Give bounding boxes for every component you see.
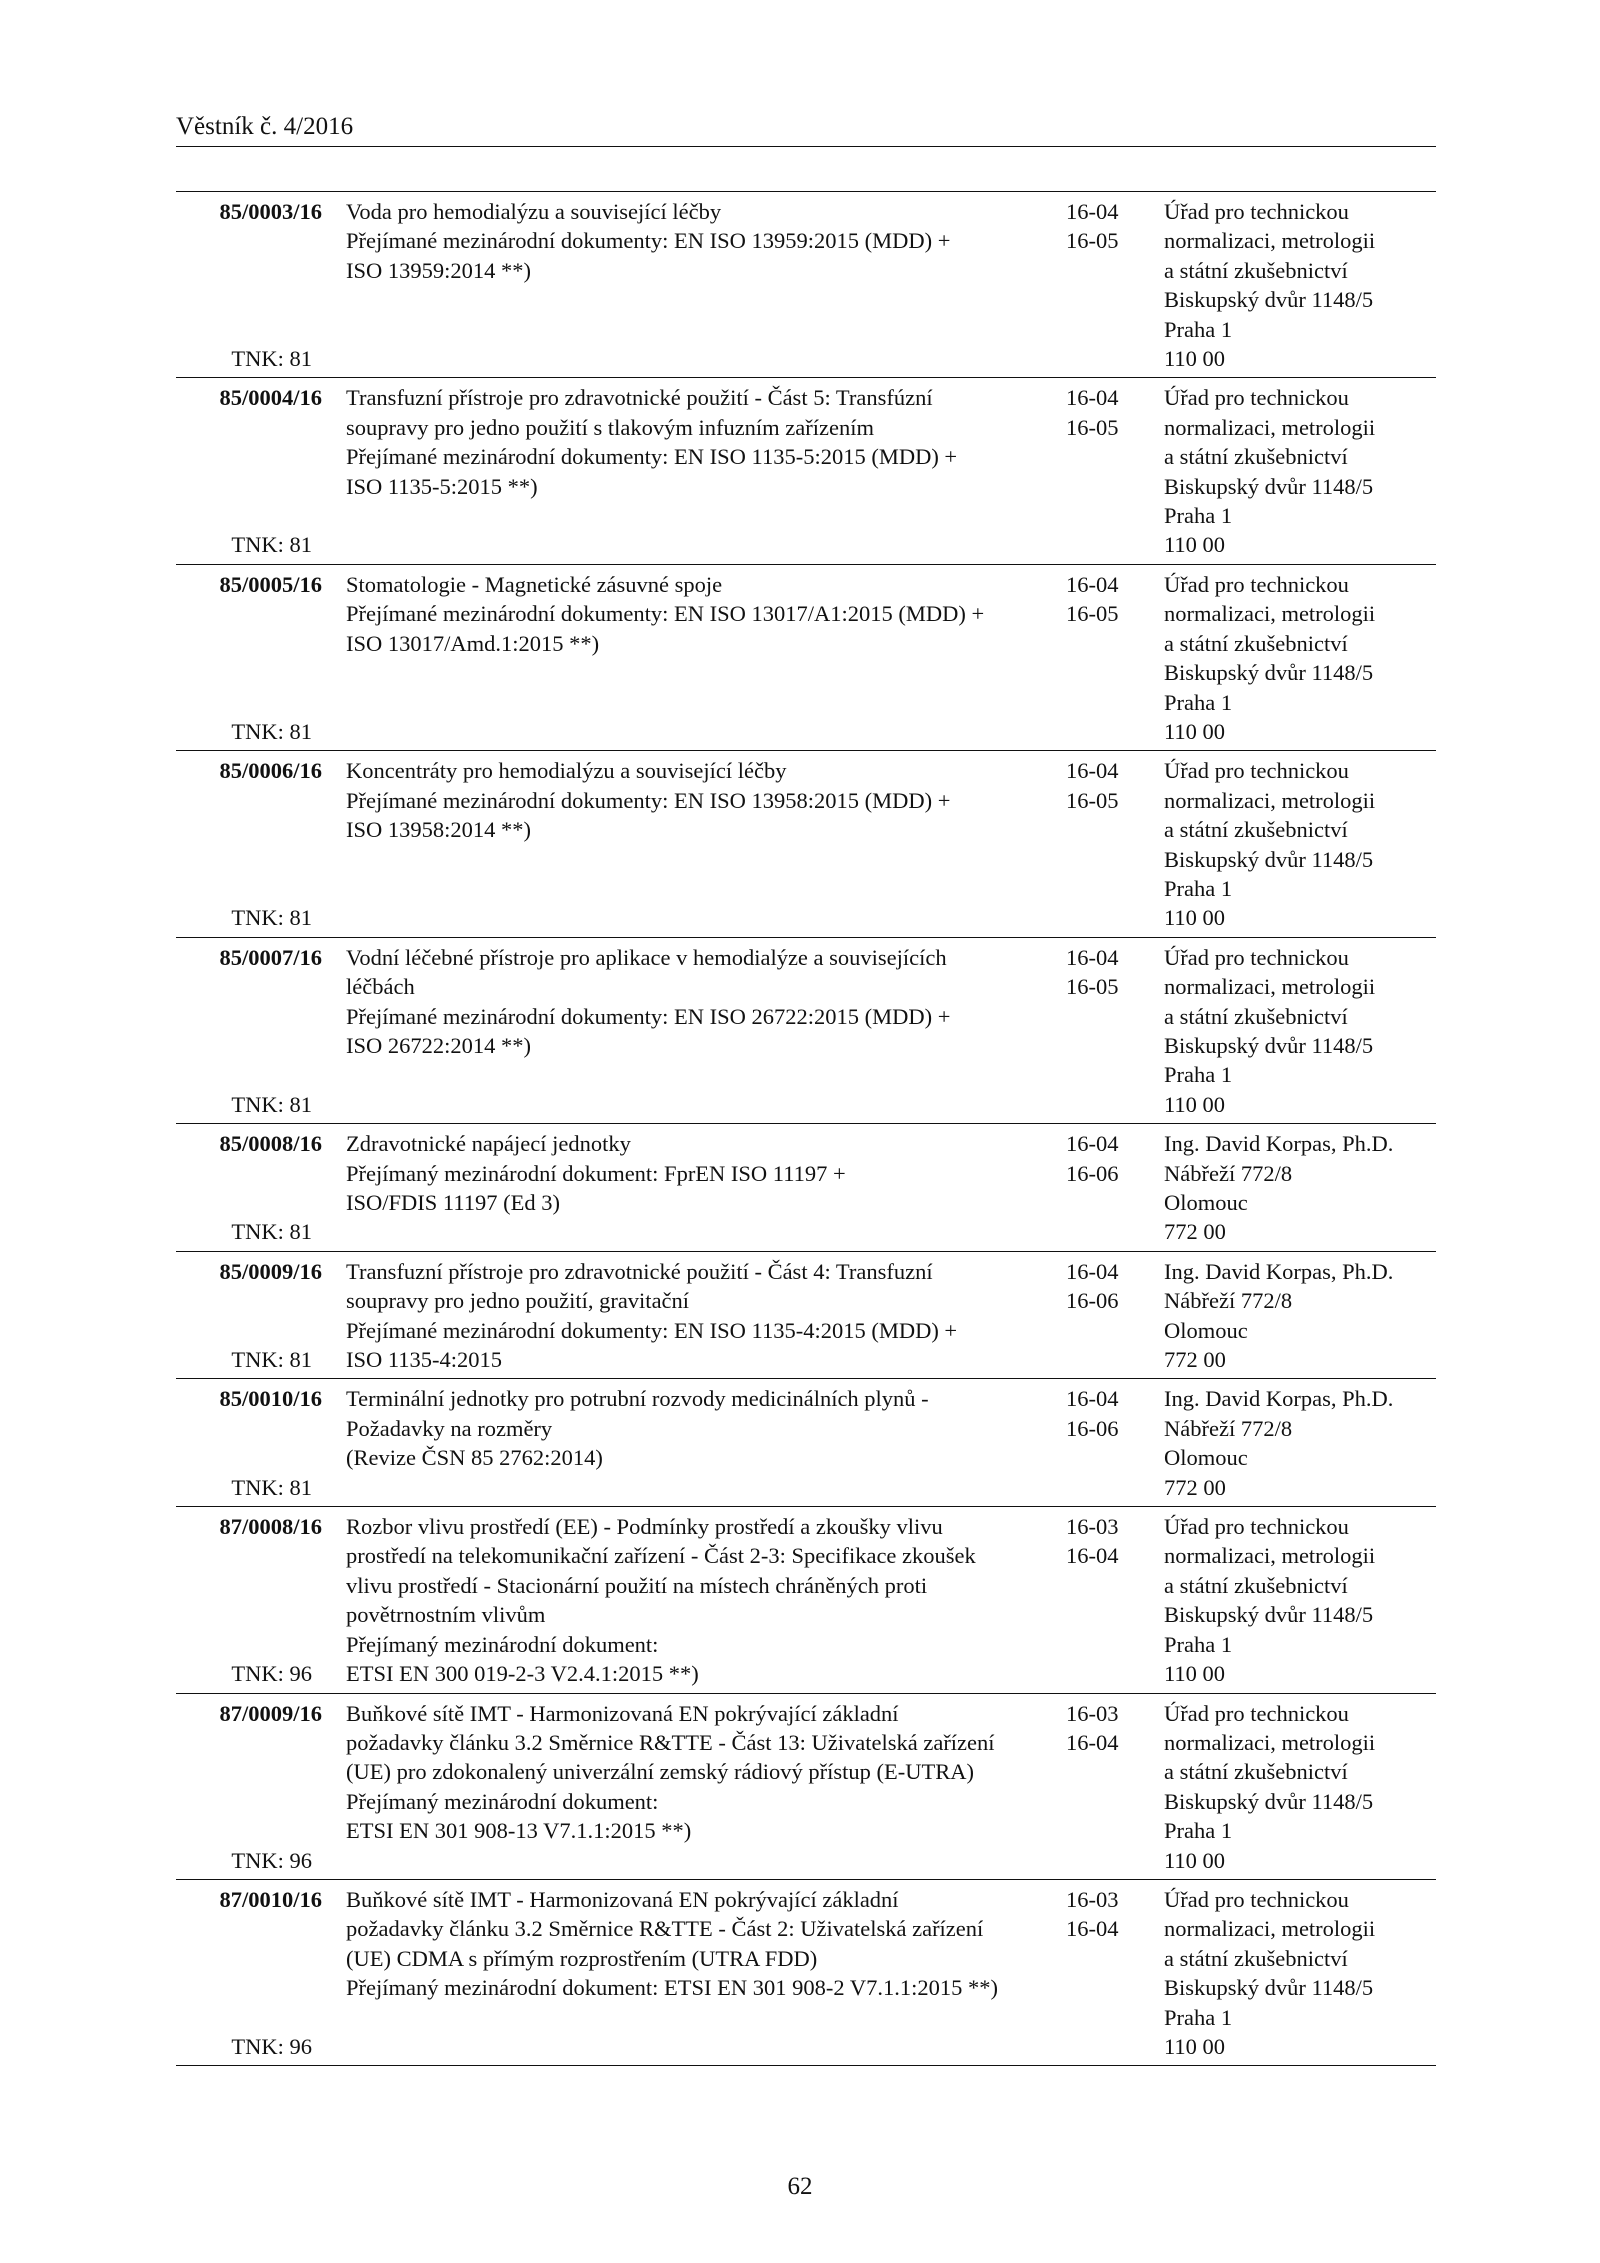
title-line: Rozbor vlivu prostředí (EE) - Podmínky prostředí a zkoušky vlivu — [346, 1514, 943, 1540]
address-line: Ing. David Korpas, Ph.D. — [1164, 1131, 1394, 1157]
address-line: Olomouc — [1164, 1445, 1248, 1471]
entry-title-cell — [334, 1699, 1066, 1875]
tnk-label: TNK: 96 — [231, 1661, 312, 1687]
address-line: 110 00 — [1164, 532, 1226, 558]
entry-title-cell — [334, 1384, 1066, 1502]
entry-dates-cell — [1066, 1512, 1154, 1688]
address-line: normalizaci, metrologii — [1164, 974, 1376, 1000]
entry-id-cell — [176, 756, 334, 932]
title-line: léčbách — [346, 974, 415, 1000]
title-line: Vodní léčebné přístroje pro aplikace v hemodialýze a souvisejících — [346, 944, 947, 970]
entry-address-cell — [1154, 756, 1436, 932]
tnk-label: TNK: 81 — [231, 532, 312, 558]
entry-number: 87/0010/16 — [219, 1886, 322, 1912]
entry-dates-cell — [1066, 756, 1154, 932]
entry-row — [176, 565, 1436, 751]
title-line: ISO 13959:2014 **) — [346, 257, 531, 283]
address-line: a státní zkušebnictví — [1164, 1759, 1348, 1785]
address-line: Praha 1 — [1164, 1062, 1233, 1088]
address-line: a státní zkušebnictví — [1164, 817, 1348, 843]
date-code: 16-06 — [1066, 1160, 1119, 1186]
title-line: (UE) CDMA s přímým rozprostřením (UTRA FDD) — [346, 1945, 818, 1971]
entry-number: 87/0008/16 — [219, 1514, 322, 1540]
address-line: Praha 1 — [1164, 316, 1233, 342]
title-line: Terminální jednotky pro potrubní rozvody medicinálních plynů - — [346, 1386, 929, 1412]
entry-title-cell — [334, 943, 1066, 1119]
address-line: Úřad pro technickou — [1164, 1886, 1349, 1912]
address-line: Nábřeží 772/8 — [1164, 1415, 1293, 1441]
title-line: ISO 1135-4:2015 — [346, 1347, 503, 1373]
entry-title-cell — [334, 1129, 1066, 1247]
entry-row — [176, 1880, 1436, 2066]
date-code: 16-06 — [1066, 1415, 1119, 1441]
entry-dates-cell — [1066, 1699, 1154, 1875]
title-line: Přejímané mezinárodní dokumenty: EN ISO 13959:2015 (MDD) + — [346, 228, 951, 254]
tnk-label: TNK: 81 — [231, 1347, 312, 1373]
entry-row — [176, 1694, 1436, 1880]
title-line: (Revize ČSN 85 2762:2014) — [346, 1445, 603, 1471]
entry-id-cell — [176, 1257, 334, 1375]
entry-title-cell — [334, 197, 1066, 373]
entry-dates-cell — [1066, 197, 1154, 373]
address-line: 772 00 — [1164, 1474, 1226, 1500]
entry-address-cell — [1154, 1129, 1436, 1247]
entry-row — [176, 1124, 1436, 1252]
entry-number: 85/0009/16 — [219, 1258, 322, 1284]
tnk-label: TNK: 81 — [231, 1091, 312, 1117]
entry-title-cell — [334, 383, 1066, 559]
entry-address-cell — [1154, 1384, 1436, 1502]
date-code: 16-04 — [1066, 571, 1119, 597]
entry-row — [176, 751, 1436, 937]
entry-id-cell — [176, 197, 334, 373]
address-line: Úřad pro technickou — [1164, 385, 1349, 411]
address-line: 772 00 — [1164, 1347, 1226, 1373]
address-line: Biskupský dvůr 1148/5 — [1164, 660, 1374, 686]
address-line: Biskupský dvůr 1148/5 — [1164, 287, 1374, 313]
address-line: Biskupský dvůr 1148/5 — [1164, 1602, 1374, 1628]
entry-row — [176, 1507, 1436, 1693]
entry-row — [176, 378, 1436, 564]
title-line: ISO/FDIS 11197 (Ed 3) — [346, 1190, 560, 1215]
title-line: Přejímané mezinárodní dokumenty: EN ISO 26722:2015 (MDD) + — [346, 1003, 951, 1029]
date-code: 16-05 — [1066, 601, 1119, 627]
address-line: Praha 1 — [1164, 689, 1233, 715]
tnk-label: TNK: 81 — [231, 718, 312, 744]
address-line: normalizaci, metrologii — [1164, 228, 1376, 254]
title-line: Požadavky na rozměry — [346, 1415, 553, 1441]
date-code: 16-04 — [1066, 199, 1119, 224]
entry-row — [176, 1379, 1436, 1507]
entry-dates-cell — [1066, 1129, 1154, 1247]
tnk-label: TNK: 81 — [231, 1219, 312, 1245]
entry-title-cell — [334, 756, 1066, 932]
tnk-label: TNK: 96 — [231, 1847, 312, 1873]
date-code: 16-03 — [1066, 1700, 1119, 1726]
entry-id-cell — [176, 1384, 334, 1502]
address-line: 110 00 — [1164, 1661, 1226, 1687]
date-code: 16-05 — [1066, 414, 1119, 440]
running-header: Věstník č. 4/2016 — [176, 113, 354, 140]
address-line: Praha 1 — [1164, 1631, 1233, 1657]
address-line: a státní zkušebnictví — [1164, 1003, 1348, 1029]
title-line: Přejímaný mezinárodní dokument: — [346, 1631, 659, 1657]
address-line: Úřad pro technickou — [1164, 199, 1349, 224]
date-code: 16-04 — [1066, 758, 1119, 784]
address-line: Nábřeží 772/8 — [1164, 1288, 1293, 1314]
date-code: 16-04 — [1066, 1543, 1119, 1569]
entry-id-cell — [176, 570, 334, 746]
title-line: prostředí na telekomunikační zařízení - Část 2-3: Specifikace zkoušek — [346, 1543, 976, 1569]
date-code: 16-05 — [1066, 974, 1119, 1000]
date-code: 16-04 — [1066, 1386, 1119, 1412]
date-code: 16-05 — [1066, 787, 1119, 813]
address-line: normalizaci, metrologii — [1164, 1729, 1376, 1755]
title-line: Koncentráty pro hemodialýzu a související léčby — [346, 758, 787, 784]
address-line: Úřad pro technickou — [1164, 571, 1349, 597]
title-line: Buňkové sítě IMT - Harmonizovaná EN pokrývající základní — [346, 1886, 899, 1912]
entry-dates-cell — [1066, 943, 1154, 1119]
title-line: (UE) pro zdokonalený univerzální zemský rádiový přístup (E-UTRA) — [346, 1759, 974, 1785]
address-line: a státní zkušebnictví — [1164, 257, 1348, 283]
address-line: Biskupský dvůr 1148/5 — [1164, 846, 1374, 872]
entry-title-cell — [334, 1257, 1066, 1375]
entry-number: 85/0010/16 — [219, 1386, 322, 1412]
entry-dates-cell — [1066, 1384, 1154, 1502]
entry-id-cell — [176, 1699, 334, 1875]
tnk-label: TNK: 96 — [231, 2033, 312, 2059]
address-line: Ing. David Korpas, Ph.D. — [1164, 1386, 1394, 1412]
title-line: Voda pro hemodialýzu a související léčby — [346, 199, 722, 224]
title-line: Transfuzní přístroje pro zdravotnické použití - Část 4: Transfuzní — [346, 1258, 933, 1284]
address-line: Úřad pro technickou — [1164, 1514, 1349, 1540]
title-line: Přejímaný mezinárodní dokument: — [346, 1788, 659, 1814]
entry-dates-cell — [1066, 570, 1154, 746]
address-line: Olomouc — [1164, 1317, 1248, 1343]
title-line: ETSI EN 301 908-13 V7.1.1:2015 **) — [346, 1818, 692, 1844]
entry-dates-cell — [1066, 1885, 1154, 2061]
address-line: a státní zkušebnictví — [1164, 1572, 1348, 1598]
entry-number: 87/0009/16 — [219, 1700, 322, 1726]
entry-title-cell — [334, 1885, 1066, 2061]
address-line: 110 00 — [1164, 1091, 1226, 1117]
entry-number: 85/0003/16 — [219, 199, 322, 224]
date-code: 16-05 — [1066, 228, 1119, 254]
date-code: 16-03 — [1066, 1514, 1119, 1540]
address-line: Praha 1 — [1164, 1818, 1233, 1844]
address-line: a státní zkušebnictví — [1164, 444, 1348, 470]
address-line: 110 00 — [1164, 1847, 1226, 1873]
entry-address-cell — [1154, 1885, 1436, 2061]
tnk-label: TNK: 81 — [231, 1474, 312, 1500]
address-line: Biskupský dvůr 1148/5 — [1164, 1788, 1374, 1814]
entry-number: 85/0007/16 — [219, 944, 322, 970]
entry-address-cell — [1154, 1699, 1436, 1875]
entry-number: 85/0008/16 — [219, 1131, 322, 1157]
entry-row — [176, 1252, 1436, 1380]
title-line: ISO 13017/Amd.1:2015 **) — [346, 630, 600, 656]
page-number: 62 — [787, 2173, 813, 2200]
entries-table — [176, 191, 1436, 2066]
title-line: Přejímané mezinárodní dokumenty: EN ISO 13958:2015 (MDD) + — [346, 787, 951, 813]
title-line: Přejímané mezinárodní dokumenty: EN ISO 1135-5:2015 (MDD) + — [346, 444, 958, 470]
entry-row — [176, 938, 1436, 1124]
address-line: Nábřeží 772/8 — [1164, 1160, 1293, 1186]
entry-dates-cell — [1066, 1257, 1154, 1375]
date-code: 16-04 — [1066, 1131, 1119, 1157]
address-line: a státní zkušebnictví — [1164, 630, 1348, 656]
title-line: Přejímaný mezinárodní dokument: FprEN ISO 11197 + — [346, 1160, 846, 1186]
address-line: Úřad pro technickou — [1164, 944, 1349, 970]
title-line: ISO 26722:2014 **) — [346, 1032, 531, 1058]
title-line: vlivu prostředí - Stacionární použití na místech chráněných proti — [346, 1572, 928, 1598]
date-code: 16-04 — [1066, 1729, 1119, 1755]
title-line: Stomatologie - Magnetické zásuvné spoje — [346, 571, 723, 597]
address-line: Praha 1 — [1164, 2004, 1233, 2030]
title-line: Přejímané mezinárodní dokumenty: EN ISO 1135-4:2015 (MDD) + — [346, 1317, 958, 1343]
address-line: Biskupský dvůr 1148/5 — [1164, 473, 1374, 499]
title-line: ISO 13958:2014 **) — [346, 817, 531, 843]
entry-number: 85/0006/16 — [219, 758, 322, 784]
address-line: Úřad pro technickou — [1164, 758, 1349, 784]
entry-address-cell — [1154, 570, 1436, 746]
address-line: 110 00 — [1164, 346, 1226, 372]
entry-title-cell — [334, 570, 1066, 746]
tnk-label: TNK: 81 — [231, 346, 312, 372]
address-line: Praha 1 — [1164, 875, 1233, 901]
address-line: normalizaci, metrologii — [1164, 1543, 1376, 1569]
entry-address-cell — [1154, 197, 1436, 373]
address-line: Biskupský dvůr 1148/5 — [1164, 1975, 1374, 2001]
date-code: 16-04 — [1066, 385, 1119, 411]
entry-address-cell — [1154, 1257, 1436, 1375]
title-line: soupravy pro jedno použití s tlakovým infuzním zařízením — [346, 414, 875, 440]
entry-id-cell — [176, 943, 334, 1119]
address-line: 110 00 — [1164, 718, 1226, 744]
address-line: normalizaci, metrologii — [1164, 1916, 1376, 1942]
title-line: ETSI EN 300 019-2-3 V2.4.1:2015 **) — [346, 1661, 699, 1687]
title-line: Buňkové sítě IMT - Harmonizovaná EN pokrývající základní — [346, 1700, 899, 1726]
title-line: ISO 1135-5:2015 **) — [346, 473, 538, 499]
title-line: Přejímané mezinárodní dokumenty: EN ISO 13017/A1:2015 (MDD) + — [346, 601, 985, 627]
address-line: 110 00 — [1164, 905, 1226, 931]
entry-id-cell — [176, 1512, 334, 1688]
address-line: 772 00 — [1164, 1219, 1226, 1245]
entry-address-cell — [1154, 943, 1436, 1119]
address-line: normalizaci, metrologii — [1164, 787, 1376, 813]
entry-dates-cell — [1066, 383, 1154, 559]
address-line: Úřad pro technickou — [1164, 1700, 1349, 1726]
entry-address-cell — [1154, 1512, 1436, 1688]
entry-number: 85/0005/16 — [219, 571, 322, 597]
address-line: Praha 1 — [1164, 503, 1233, 529]
tnk-label: TNK: 81 — [231, 905, 312, 931]
address-line: Olomouc — [1164, 1190, 1248, 1215]
address-line: a státní zkušebnictví — [1164, 1945, 1348, 1971]
entry-row — [176, 192, 1436, 378]
title-line: požadavky článku 3.2 Směrnice R&TTE - Část 13: Uživatelská zařízení — [346, 1729, 995, 1755]
title-line: soupravy pro jedno použití, gravitační — [346, 1288, 690, 1314]
date-code: 16-04 — [1066, 1258, 1119, 1284]
date-code: 16-04 — [1066, 944, 1119, 970]
title-line: Zdravotnické napájecí jednotky — [346, 1131, 631, 1157]
title-line: požadavky článku 3.2 Směrnice R&TTE - Část 2: Uživatelská zařízení — [346, 1916, 984, 1942]
date-code: 16-04 — [1066, 1916, 1119, 1942]
entry-id-cell — [176, 1129, 334, 1247]
entry-address-cell — [1154, 383, 1436, 559]
address-line: 110 00 — [1164, 2033, 1226, 2059]
date-code: 16-06 — [1066, 1288, 1119, 1314]
address-line: normalizaci, metrologii — [1164, 601, 1376, 627]
address-line: normalizaci, metrologii — [1164, 414, 1376, 440]
header-rule — [176, 146, 1436, 147]
entry-number: 85/0004/16 — [219, 385, 322, 411]
title-line: Transfuzní přístroje pro zdravotnické použití - Část 5: Transfúzní — [346, 385, 933, 411]
entry-title-cell — [334, 1512, 1066, 1688]
address-line: Biskupský dvůr 1148/5 — [1164, 1032, 1374, 1058]
title-line: povětrnostním vlivům — [346, 1602, 546, 1628]
address-line: Ing. David Korpas, Ph.D. — [1164, 1258, 1394, 1284]
date-code: 16-03 — [1066, 1886, 1119, 1912]
entry-id-cell — [176, 1885, 334, 2061]
title-line: Přejímaný mezinárodní dokument: ETSI EN 301 908-2 V7.1.1:2015 **) — [346, 1975, 998, 2001]
entry-id-cell — [176, 383, 334, 559]
